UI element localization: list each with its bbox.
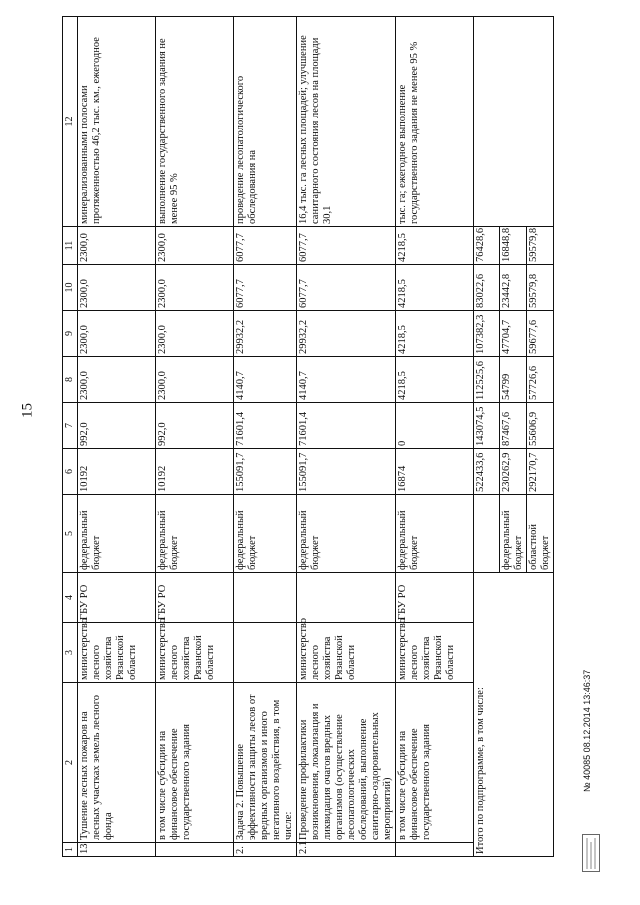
row-number: 2.	[234, 843, 297, 857]
expected-result: проведение лесопатологического обследования на	[234, 17, 297, 227]
responsible-executor	[234, 623, 297, 683]
amount-cell: 4218,5	[396, 311, 474, 357]
column-number: 11	[63, 227, 78, 265]
funding-source: федеральный бюджет	[234, 495, 297, 573]
amount-cell: 47704,7	[500, 311, 527, 357]
column-number: 7	[63, 403, 78, 449]
expected-result: тыс. га; ежегодное выполнение государственного задания не менее 95 %	[396, 17, 474, 227]
column-number-row	[63, 17, 78, 857]
column-number: 3	[63, 623, 78, 683]
amount-cell: 2300,0	[156, 265, 234, 311]
amount-cell: 76428,6	[474, 227, 500, 265]
amount-cell: 4140,7	[234, 357, 297, 403]
funding-source: федеральный бюджет	[396, 495, 474, 573]
table-row	[396, 17, 474, 857]
row-number	[396, 843, 474, 857]
participant	[297, 573, 396, 623]
table-row	[234, 17, 297, 857]
column-number: 6	[63, 449, 78, 495]
participant: ГБУ РО	[396, 573, 474, 623]
amount-cell: 29932,2	[234, 311, 297, 357]
table-row	[156, 17, 234, 857]
expected-result: выполнение государственного задания не менее 95 %	[156, 17, 234, 227]
funding-source: федеральный бюджет	[500, 495, 527, 573]
amount-cell: 112525,6	[474, 357, 500, 403]
total-label: Итого по подпрограмме, в том числе:	[474, 573, 554, 857]
amount-cell: 57726,6	[527, 357, 554, 403]
column-number: 4	[63, 573, 78, 623]
amount-cell: 6077,7	[297, 227, 396, 265]
amount-cell: 2300,0	[78, 311, 156, 357]
amount-cell: 6077,7	[234, 227, 297, 265]
amount-cell: 0	[396, 403, 474, 449]
activity-name: в том числе субсидии на финансовое обеспечение государственного задания	[396, 683, 474, 843]
amount-cell: 155091,7	[234, 449, 297, 495]
table-row	[78, 17, 156, 857]
row-number: 2.1	[297, 843, 396, 857]
program-table	[62, 17, 630, 857]
responsible-executor: министерство лесного хозяйства Рязанской области	[297, 623, 396, 683]
activity-name: Задача 2. Повышение эффективности защиты лесов от вредных организмов и иного негативного воздействия, в том числе:	[234, 683, 297, 843]
responsible-executor: министерство лесного хозяйства Рязанской области	[396, 623, 474, 683]
amount-cell: 16848,8	[500, 227, 527, 265]
expected-result: 16,4 тыс. га лесных площадей; улучшение санитарного состояния лесов на площади 30,1	[297, 17, 396, 227]
column-number: 8	[63, 357, 78, 403]
amount-cell: 2300,0	[78, 227, 156, 265]
column-number: 12	[63, 17, 78, 227]
amount-cell: 107382,3	[474, 311, 500, 357]
amount-cell: 59677,6	[527, 311, 554, 357]
amount-cell: 6077,7	[234, 265, 297, 311]
funding-source: областной бюджет	[527, 495, 554, 573]
expected-result: минерализованными полосами протяженностью 46,2 тыс. км., ежегодное	[78, 17, 156, 227]
row-number: 13	[78, 843, 156, 857]
amount-cell: 143074,5	[474, 403, 500, 449]
amount-cell: 29932,2	[297, 311, 396, 357]
activity-name: в том числе субсидии на финансовое обеспечение государственного задания	[156, 683, 234, 843]
amount-cell: 992,0	[156, 403, 234, 449]
column-number: 2	[63, 683, 78, 843]
total-row	[474, 17, 500, 857]
amount-cell: 59579,8	[527, 227, 554, 265]
amount-cell: 2300,0	[78, 357, 156, 403]
funding-source	[474, 495, 500, 573]
activity-name: Тушение лесных пожаров на лесных участках земель лесного фонда	[78, 683, 156, 843]
responsible-executor: министерство лесного хозяйства Рязанской области	[156, 623, 234, 683]
amount-cell: 6077,7	[297, 265, 396, 311]
amount-cell: 992,0	[78, 403, 156, 449]
amount-cell: 71601,4	[297, 403, 396, 449]
amount-cell: 71601,4	[234, 403, 297, 449]
participant	[234, 573, 297, 623]
funding-source: федеральный бюджет	[156, 495, 234, 573]
amount-cell: 10192	[156, 449, 234, 495]
amount-cell: 522433,6	[474, 449, 500, 495]
table-row	[297, 17, 396, 857]
amount-cell: 4218,5	[396, 265, 474, 311]
amount-cell: 10192	[78, 449, 156, 495]
amount-cell: 2300,0	[78, 265, 156, 311]
amount-cell: 59579,8	[527, 265, 554, 311]
amount-cell: 16874	[396, 449, 474, 495]
electronic-signature-stamp	[582, 834, 600, 872]
amount-cell: 292170,7	[527, 449, 554, 495]
column-number: 1	[63, 843, 78, 857]
amount-cell: 83022,6	[474, 265, 500, 311]
participant: ГБУ РО	[156, 573, 234, 623]
amount-cell: 4140,7	[297, 357, 396, 403]
row-number	[156, 843, 234, 857]
column-number: 10	[63, 265, 78, 311]
funding-source: федеральный бюджет	[78, 495, 156, 573]
page-number: 15	[19, 403, 36, 418]
amount-cell: 2300,0	[156, 311, 234, 357]
funding-source: федеральный бюджет	[297, 495, 396, 573]
expected-result	[474, 17, 554, 227]
amount-cell: 54799	[500, 357, 527, 403]
amount-cell: 2300,0	[156, 357, 234, 403]
document-registration-mark: № 40085 08.12.2014 13:46:37	[582, 669, 592, 792]
amount-cell: 87467,6	[500, 403, 527, 449]
amount-cell: 55606,9	[527, 403, 554, 449]
amount-cell: 230262,9	[500, 449, 527, 495]
column-number: 9	[63, 311, 78, 357]
amount-cell: 4218,5	[396, 227, 474, 265]
responsible-executor: министерство лесного хозяйства Рязанской области	[78, 623, 156, 683]
amount-cell: 155091,7	[297, 449, 396, 495]
column-number: 5	[63, 495, 78, 573]
participant: ГБУ РО	[78, 573, 156, 623]
activity-name: Проведение профилактики возникновения, локализация и ликвидация очагов вредных организмов (осуществление лесопатологических обследований, выполнение санитарно-оздоровительных мероприятий)	[297, 683, 396, 843]
amount-cell: 2300,0	[156, 227, 234, 265]
amount-cell: 23442,8	[500, 265, 527, 311]
amount-cell: 4218,5	[396, 357, 474, 403]
